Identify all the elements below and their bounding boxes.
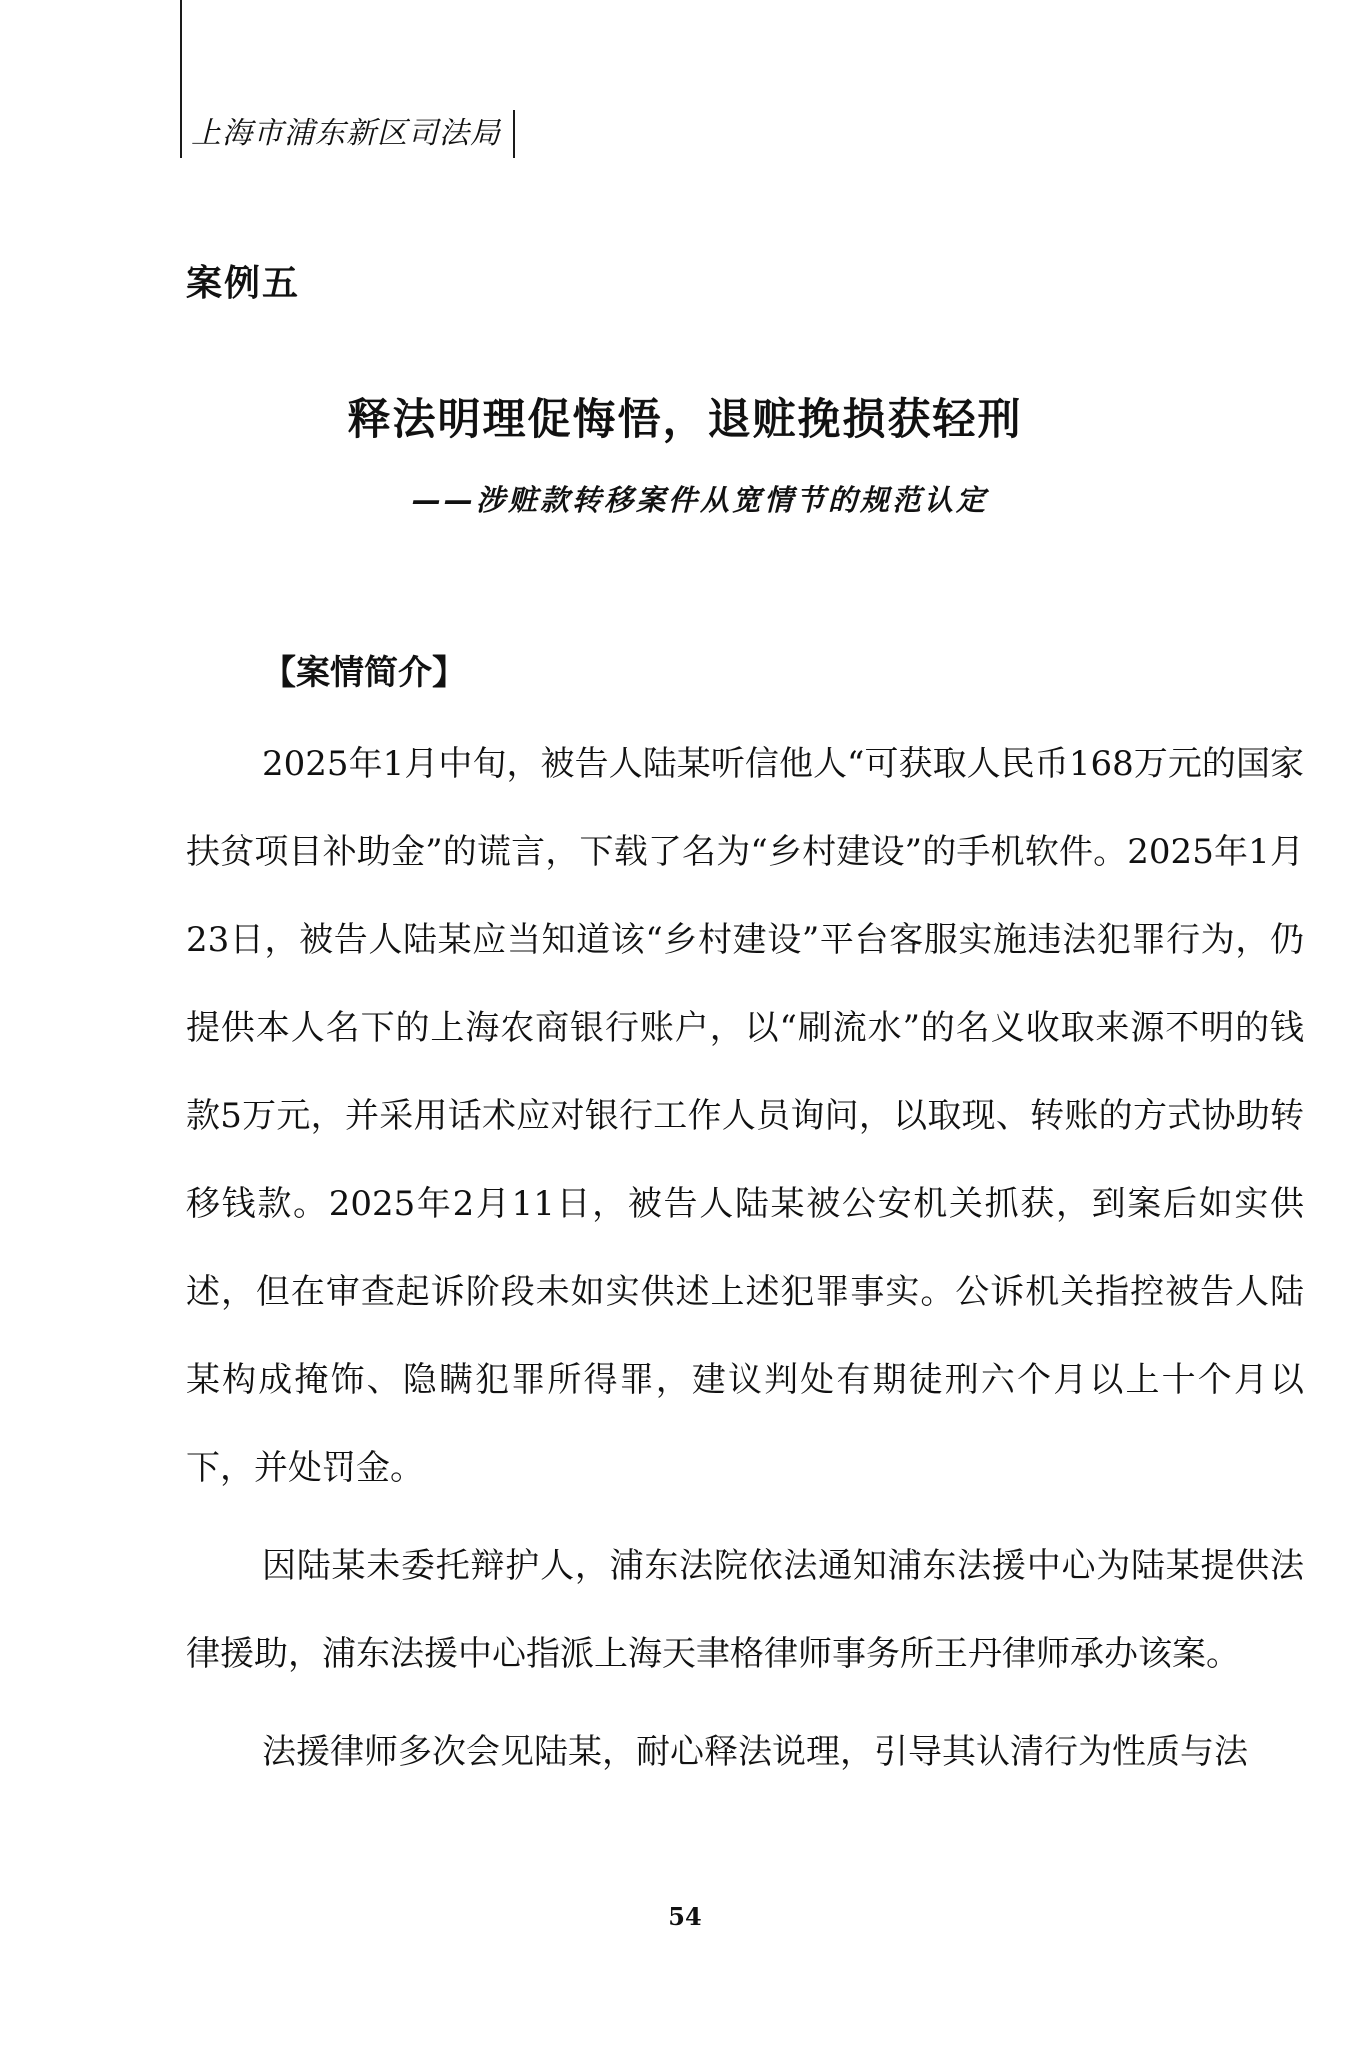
body-text <box>186 720 1304 1806</box>
article-subtitle: ——涉赃款转移案件从宽情节的规范认定 <box>412 483 989 517</box>
paragraph: 2025年1月中旬，被告人陆某听信他人“可获取人民币168万元的国家扶贫项目补助金”的谎言，下载了名为“乡村建设”的手机软件。2025年1月23日，被告人陆某应当知道该“乡村建设”平台客服实施违法犯罪行为，仍提供本人名下的上海农商银行账户，以“刷流水”的名义收取来源不明的钱款5万元，并采用话术应对银行工作人员询问，以取现、转账的方式协助转移钱款。2025年2月11日，被告人陆某被公安机关抓获，到案后如实供述，但在审查起诉阶段未如实供述上述犯罪事实。公诉机关指控被告人陆某构成掩饰、隐瞒犯罪所得罪，建议判处有期徒刑六个月以上十个月以下，并处罚金。 <box>186 744 1304 1488</box>
header-organization: 上海市浦东新区司法局 <box>191 116 501 151</box>
header-rule-short <box>513 110 515 158</box>
paragraph: 因陆某未委托辩护人，浦东法院依法通知浦东法援中心为陆某提供法律援助，浦东法援中心指派上海天聿格律师事务所王丹律师承办该案。 <box>186 1546 1304 1674</box>
page-number: 54 <box>668 1902 702 1931</box>
article-title: 释法明理促悔悟，退赃挽损获轻刑 <box>347 395 1023 445</box>
paragraph: 法援律师多次会见陆某，耐心释法说理，引导其认清行为性质与法 <box>262 1732 1248 1772</box>
section-heading: 【案情简介】 <box>262 653 466 693</box>
running-header <box>177 108 515 160</box>
case-label: 案例五 <box>186 263 301 304</box>
